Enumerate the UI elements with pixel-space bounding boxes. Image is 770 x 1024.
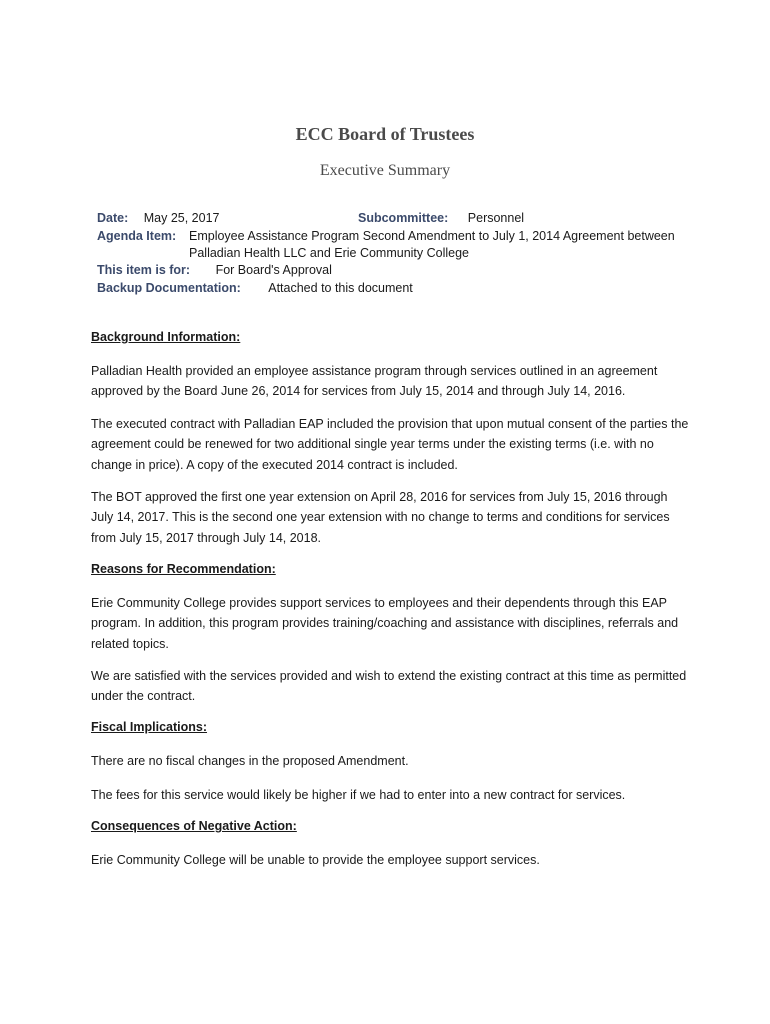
- subcommittee-value: Personnel: [467, 211, 525, 225]
- background-paragraph-1: Palladian Health provided an employee assistance program through services outlined in an agreement approved by the Board June 26, 2014 for services from July 15, 2014 and through July 14, 2016.: [91, 364, 658, 399]
- document-subtitle: Executive Summary: [319, 162, 451, 179]
- date-row: [97, 210, 220, 227]
- document-title: ECC Board of Trustees: [295, 124, 475, 144]
- background-heading: Background Information:: [91, 330, 241, 344]
- reasons-paragraph-1: Erie Community College provides support services to employees and their dependents through this EAP program. In addition, this program provides training/coaching and assistance with disciplines, referrals and related topics.: [91, 596, 679, 651]
- agenda-value-line1: Employee Assistance Program Second Amendment to July 1, 2014 Agreement between: [189, 229, 675, 243]
- consequences-heading: Consequences of Negative Action:: [91, 819, 297, 833]
- date-value: May 25, 2017: [143, 211, 220, 225]
- agenda-label: Agenda Item:: [97, 229, 177, 243]
- consequences-paragraph-1: Erie Community College will be unable to provide the employee support services.: [91, 853, 540, 867]
- fiscal-heading: Fiscal Implications:: [91, 720, 208, 734]
- fiscal-paragraph-1: There are no fiscal changes in the proposed Amendment.: [91, 754, 409, 768]
- backup-value: Attached to this document: [268, 281, 413, 295]
- agenda-value-line2: Palladian Health LLC and Erie Community College: [189, 246, 470, 260]
- agenda-row: [97, 228, 176, 245]
- item-for-row: [97, 262, 332, 279]
- date-label: Date:: [97, 211, 129, 225]
- backup-row: [97, 280, 413, 297]
- fiscal-paragraph-2: The fees for this service would likely be higher if we had to enter into a new contract for services.: [91, 788, 626, 802]
- reasons-paragraph-2: We are satisfied with the services provided and wish to extend the existing contract at this time as permitted under the contract.: [91, 669, 687, 704]
- subcommittee-row: [358, 210, 524, 227]
- reasons-heading: Reasons for Recommendation:: [91, 562, 276, 576]
- background-paragraph-3: The BOT approved the first one year extension on April 28, 2016 for services from July 15, 2016 through July 14, 2017. This is the second one year extension with no change to terms and conditions for services from July 15, 2017 through July 14, 2018.: [91, 490, 670, 545]
- background-paragraph-2: The executed contract with Palladian EAP included the provision that upon mutual consent of the parties the agreement could be renewed for two additional single year terms under the existing terms (i.e. with no change in price). A copy of the executed 2014 contract is included.: [91, 417, 689, 472]
- backup-label: Backup Documentation:: [97, 281, 241, 295]
- item-for-label: This item is for:: [97, 263, 191, 277]
- item-for-value: For Board's Approval: [215, 263, 332, 277]
- subcommittee-label: Subcommittee:: [358, 211, 449, 225]
